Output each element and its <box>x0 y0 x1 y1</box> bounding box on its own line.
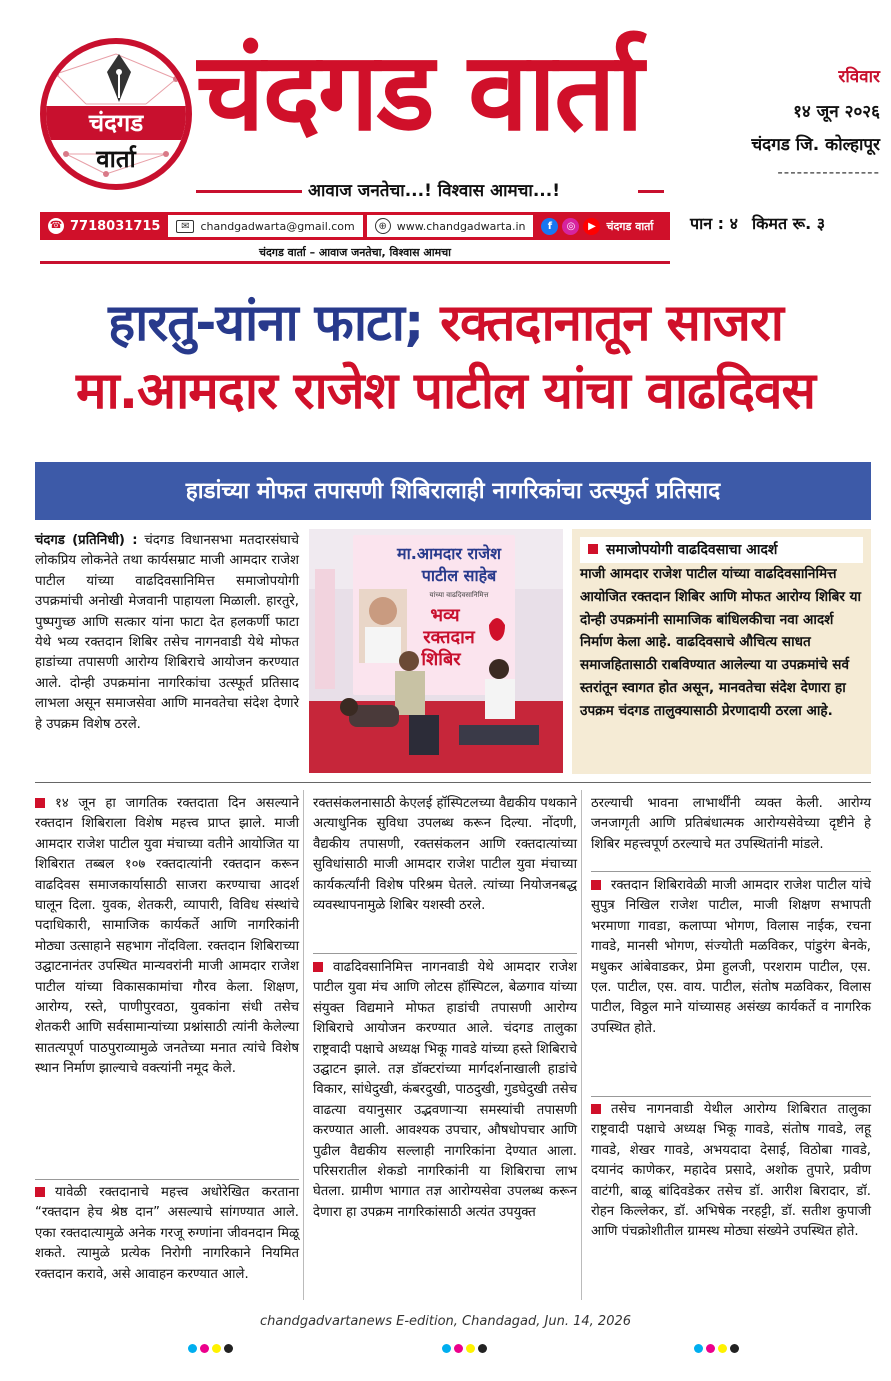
newspaper-title: चंदगड वार्ता <box>196 30 642 155</box>
blood-donation-scene <box>309 529 563 773</box>
bullet-square-icon <box>35 798 45 808</box>
col2-paragraph-1: रक्तसंकलनासाठी केएलई हॉस्पिटलच्या वैद्यकीय पथकाने अत्याधुनिक सुविधा उपलब्ध करून दिल्या. नोंदणी, वैद्यकीय तपासणी, रक्तसंकलन आणि रक्तदात्यांच्या सुविधांसाठी माजी आमदार राजेश पाटील युवा मंचाच्या कार्यकर्त्यांनी विशेष परिश्रम घेतले. त्यांच्या नियोजनबद्ध व्यवस्थापनामुळे शिबिर यशस्वी ठरले. <box>313 796 577 914</box>
registration-marks-center <box>442 1344 487 1353</box>
tagline-rule-left <box>196 190 302 193</box>
dateline: चंदगड (प्रतिनिधी) : <box>35 533 138 548</box>
col1-divider <box>35 1179 299 1180</box>
page-price <box>690 212 825 234</box>
issue-info <box>690 64 880 181</box>
logo-title: चंदगड <box>40 106 192 140</box>
tagline: आवाज जनतेचा...! विश्वास आमचा...! <box>308 181 560 201</box>
phone-contact[interactable] <box>40 212 168 240</box>
col3-paragraph-2: रक्तदान शिबिरावेळी माजी आमदार राजेश पाटील यांचे सुपुत्र निखिल राजेश पाटील, माजी शिक्षण सभापती भरमाणा गावडा, कलाप्पा भोगण, विलास नाईक, रचना गावडे, मानसी भोगण, संज्योती मळविकर, पांडुरंग बेनके, मधुकर आंबेवाडकर, प्रेमा हुलजी, परशराम पाटील, एस. एल. पाटील, एस. वाय. पाटील, संतोष मळविकर, विलास पाटील, विठ्ठल माने यांच्यासह असंख्य कार्यकर्ते व नागरिक उपस्थित होते. <box>591 878 871 1036</box>
col1-paragraph-2: यावेळी रक्तदानाचे महत्त्व अधोरेखित करताना “रक्तदान हेच श्रेष्ठ दान” असल्याचे सांगण्यात आले. एका रक्तदात्यामुळे अनेक गरजू रुग्णांना जीवनदान मिळू शकते. त्यामुळे प्रत्येक निरोगी नागरिकाने नियमित रक्तदान करावे, असे आवाहन करण्यात आले. <box>35 1185 299 1282</box>
bullet-square-icon <box>591 880 601 890</box>
issue-day: रविवार <box>838 67 880 87</box>
intro-text: चंदगड विधानसभा मतदारसंघाचे लोकप्रिय लोकनेते तथा कार्यसम्राट माजी आमदार राजेश पाटील यांच्या वाढदिवसानिमित्त समाजोपयोगी उपक्रमांची अनोखी मेजवानी पाहायला मिळाली. हारतुरे, पुष्पगुच्छ आणि सत्कार यांना फाटा देत हलकर्णी फाटा येथे भव्य रक्तदान शिबिर तसेच नागनवाडी येथे मोफत हाडांच्या तपासणी आरोग्य शिबिराचे आयोजन करण्यात आले. दोन्ही उपक्रमांना नागरिकांचा उत्स्फूर्त प्रतिसाद लाभला असून समाजसेवा आणि मानवतेचा संदेश देणारे हे उपक्रम विशेष ठरले. <box>35 533 299 732</box>
headline-part-1: हारतु-यांना फाटा; <box>108 294 424 353</box>
tagline-rule-right <box>638 190 664 193</box>
email-contact[interactable] <box>168 215 362 237</box>
logo-subtitle: वार्ता <box>96 145 136 173</box>
headline <box>30 290 861 426</box>
issue-date: १४ जून २०२६ <box>793 102 880 122</box>
banner-line-1: मा.आमदार राजेश <box>397 544 501 563</box>
bullet-square-icon <box>35 1187 45 1197</box>
column-divider-1 <box>303 790 304 1300</box>
subheadline: हाडांच्या मोफत तपासणी शिबिरालाही नागरिकांचा उत्स्फुर्त प्रतिसाद <box>35 462 871 520</box>
masthead-logo <box>40 38 192 190</box>
phone-number: 7718031715 <box>70 218 161 234</box>
sidebar-heading <box>580 537 863 563</box>
sidebar-box <box>572 529 871 774</box>
bullet-square-icon <box>313 962 323 972</box>
globe-icon: ⊕ <box>375 218 391 234</box>
website-url: www.chandgadwarta.in <box>396 219 526 233</box>
event-photo <box>309 529 563 773</box>
section-divider <box>35 782 871 783</box>
headline-part-2: रक्तदानातून साजरा <box>440 294 783 353</box>
issue-divider: ---------------- <box>777 163 880 181</box>
bullet-square-icon <box>591 1104 601 1114</box>
col3-divider-1 <box>591 871 871 872</box>
col2-divider <box>313 953 577 954</box>
youtube-icon[interactable]: ▶ <box>583 218 600 235</box>
social-handle: चंदगड वार्ता <box>606 219 654 233</box>
headline-line-1 <box>30 290 861 358</box>
col2-paragraph-2: वाढदिवसानिमित्त नागनवाडी येथे आमदार राजेश पाटील युवा मंच आणि लोटस हॉस्पिटल, बेळगाव यांच्या संयुक्त विद्यमाने मोफत हाडांची तपासणी आरोग्य शिबिराचे आयोजन करण्यात आले. चंदगड तालुका राष्ट्रवादी पक्षाचे अध्यक्ष भिकू गावडे यांच्या हस्ते शिबिराचे उद्घाटन झाले. तज्ञ डॉक्टरांच्या मार्गदर्शनाखाली हाडांचे विकार, सांधेदुखी, कंबरदुखी, पाठदुखी, गुडघेदुखी तसेच वाढत्या वयानुसार उद्भवणाऱ्या समस्यांची तपासणी करण्यात आली. आवश्यक उपचार, औषधोपचार आणि पुढील वैद्यकीय सल्लाही नागरिकांना देण्यात आला. परिसरातील शेकडो नागरिकांनी या शिबिराचा लाभ घेतला. ग्रामीण भागात तज्ञ आरोग्यसेवा उपलब्ध करून देणारा हा उपक्रम नागरिकांसाठी अत्यंत उपयुक्त <box>313 960 577 1220</box>
facebook-icon[interactable]: f <box>541 218 558 235</box>
pen-nib-icon <box>104 52 134 104</box>
tag-strip: चंदगड वार्ता – आवाज जनतेचा, विश्वास आमचा <box>40 244 670 264</box>
col3-paragraph-3: तसेच नागनवाडी येथील आरोग्य शिबिरात तालुका राष्ट्रवादी पक्षाचे अध्यक्ष भिकू गावडे, संतोष गावडे, लहू गावडे, शेखर गावडे, अभयदादा देसाई, विठोबा गावडे, दयानंद काणेकर, महादेव प्रसादे, अशोक तुपारे, प्रवीण वाटंगी, बाळू बांदिवडेकर तसेच डॉ. आरीश बिरादार, डॉ. रोहन किल्लेकर, डॉ. अभिषेक नरहट्टी, डॉ. सतीश कुपाजी आणि पंचक्रोशीतील ग्रामस्थ मोठ्या संख्येने उपस्थित होते. <box>591 1102 871 1240</box>
issue-place: चंदगड जि. कोल्हापूर <box>751 135 880 155</box>
banner-line-6: शिबिर <box>421 649 461 670</box>
registration-marks-right <box>694 1344 739 1353</box>
banner-line-2: पाटील साहेब <box>421 566 497 585</box>
instagram-icon[interactable]: ◎ <box>562 218 579 235</box>
sidebar-heading-text: समाजोपयोगी वाढदिवसाचा आदर्श <box>606 542 778 558</box>
headline-line-2: मा.आमदार राजेश पाटील यांचा वाढदिवस <box>76 362 815 421</box>
column-divider-2 <box>581 790 582 1300</box>
website-contact[interactable] <box>367 215 534 237</box>
col3-divider-2 <box>591 1096 871 1097</box>
registration-marks-left <box>188 1344 233 1353</box>
banner-line-3: यांच्या वाढदिवसानिमित्त <box>429 591 489 599</box>
banner-line-5: रक्तदान <box>423 627 475 648</box>
col3-paragraph-1: ठरल्याची भावना लाभार्थींनी व्यक्त केली. आरोग्य जनजागृती आणि प्रतिबंधात्मक आरोग्यसेवेच्या दृष्टीने हे शिबिर महत्त्वपूर्ण ठरल्याचे मत उपस्थितांनी मांडले. <box>591 796 871 852</box>
contact-bar <box>40 212 670 240</box>
tagline-row <box>196 178 682 204</box>
col1-paragraph-1: १४ जून हा जागतिक रक्तदाता दिन असल्याने रक्तदान शिबिराला विशेष महत्त्व प्राप्त झाले. माजी आमदार राजेश पाटील युवा मंचाच्या वतीने आयोजित या शिबिरात तब्बल १०७ रक्तदात्यांनी रक्तदान करून वाढदिवस समाजकार्यासाठी साजरा करण्याचा आदर्श घालून दिला. युवक, शेतकरी, व्यापारी, विविध संस्थांचे पदाधिकारी, सामाजिक कार्यकर्ते आणि नागरिकांनी मोठ्या उत्साहाने सहभाग नोंदविला. रक्तदान शिबिराच्या उद्घाटनानंतर उपस्थित मान्यवरांनी माजी आमदार राजेश पाटील यांच्या विकासकामांचा गौरव केला. शिक्षण, आरोग्य, रस्ते, पाणीपुरवठा, युवकांना संधी तसेच शेतकरी आणि सर्वसामान्यांच्या प्रश्नांसाठी त्यांनी केलेल्या सातत्यपूर्ण पाठपुराव्यामुळे जनतेच्या मनात त्यांचे विशेष स्थान निर्माण झाल्याचे वक्त्यांनी नमूद केले. <box>35 796 299 1077</box>
page-number: पान : ४ <box>690 214 738 233</box>
price: किमत रू. ३ <box>751 214 826 233</box>
sidebar-text: माजी आमदार राजेश पाटील यांच्या वाढदिवसानिमित्त आयोजित रक्तदान शिबिर आणि मोफत आरोग्य शिबिर या दोन्ही उपक्रमांनी सामाजिक बांधिलकीचा नवा आदर्श निर्माण केला आहे. वाढदिवसाचे औचित्य साधत समाजहितासाठी राबविण्यात आलेल्या या उपक्रमांचे सर्व स्तरांतून स्वागत होत असून, मानवतेचा संदेश देणारा हा उपक्रम चंदगड तालुक्यासाठी प्रेरणादायी ठरला आहे. <box>580 566 862 719</box>
intro-paragraph <box>35 531 299 735</box>
edition-footer: chandgadvartanews E-edition, Chandagad, Jun. 14, 2026 <box>259 1314 632 1329</box>
banner-line-4: भव्य <box>430 605 460 626</box>
social-links <box>533 212 661 240</box>
bullet-square-icon <box>588 544 598 554</box>
email-address: chandgadwarta@gmail.com <box>200 219 355 233</box>
phone-icon: ☎ <box>48 218 64 234</box>
mail-icon: ✉ <box>176 220 194 233</box>
